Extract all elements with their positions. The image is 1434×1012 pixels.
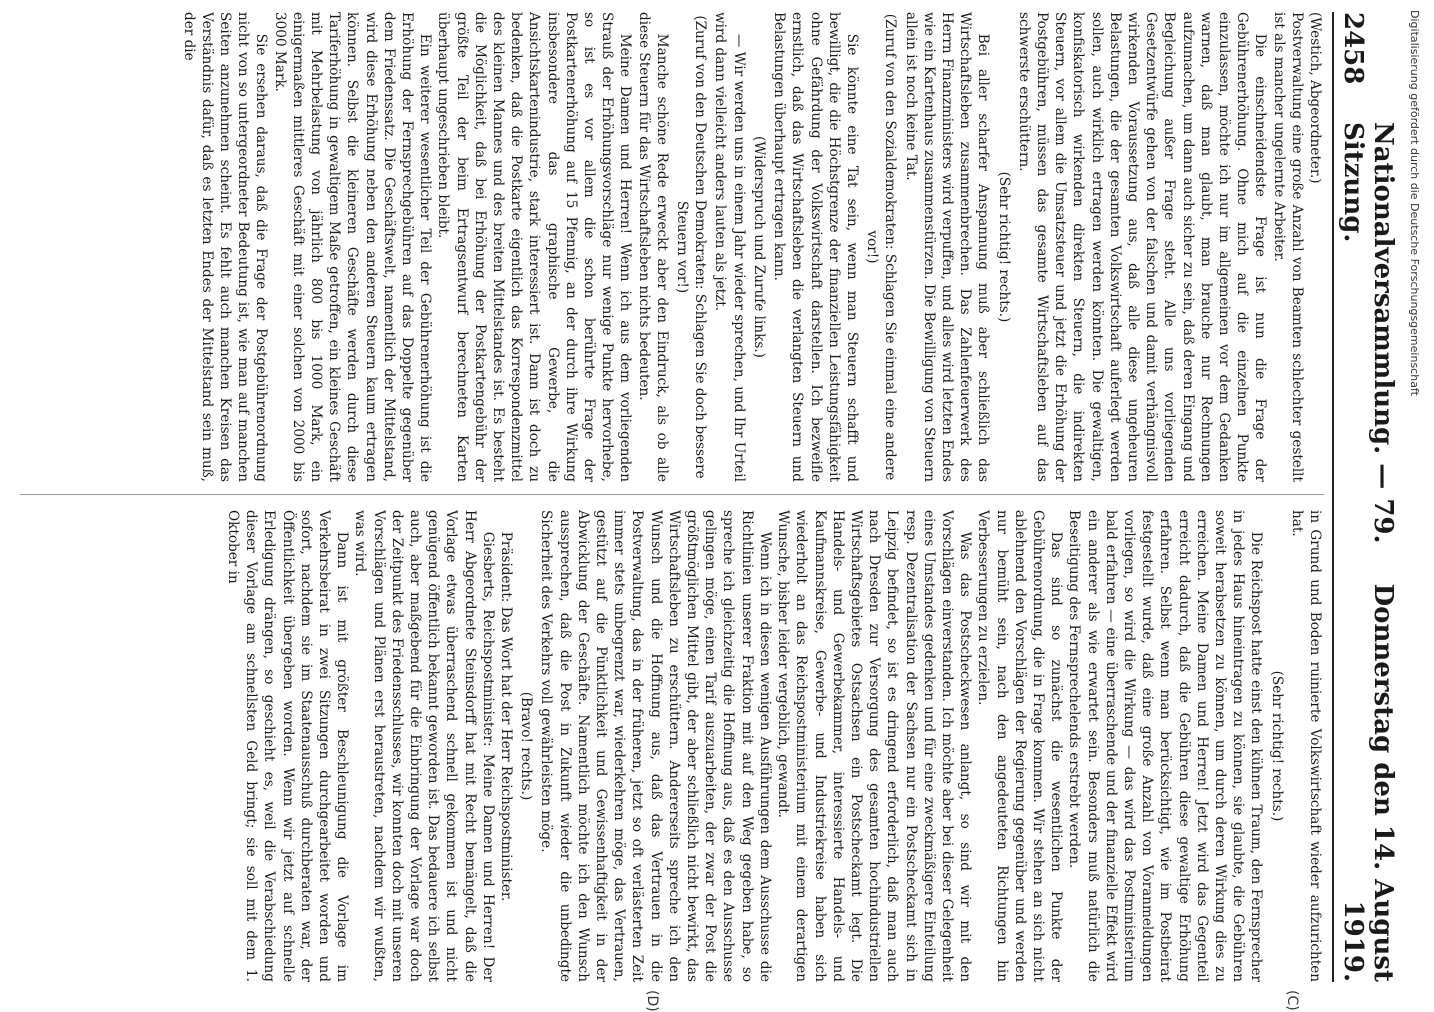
right-column xyxy=(20,510,1324,982)
left-column xyxy=(20,12,1324,482)
margin-marker-d: (D) xyxy=(644,990,660,1012)
paragraph: Meine Damen und Herren! Wenn ich aus dem vorliegenden Strauß der Erhöhungsvorschläge nur wenige Punkte hervorhebe, so ist es vor allem die schon berührte Frage der Postkartenerhöhung auf 15 Pfennig, an der durch ihre Wirkung insbesondere das graphische Gewerbe, die Ansichtskartenindustrie, stark interessiert ist. Dann ist doch zu bedenken, daß die Postkarte eigentlich das Korrespondenzmittel des kleinen Mannes und des breiten Mittelstandes ist. Es besteht die Möglichkeit, daß bei Erhöhung der Postkartengebühr der größte Teil der beim Ertragsentwurf berechneten Karten überhaupt ungeschrieben bleibt. xyxy=(435,12,634,482)
paragraph: Ein weiterer wesentlicher Teil der Gebührenerhöhung ist die Erhöhung der Fernsprechgebühren auf das Doppelte gegenüber dem Friedenssatz. Die Geschäftswelt, namentlich der Mittelstand, wird diese Erhöhung neben den anderen Steuern kaum ertragen können. Selbst die kleineren Geschäfte werden durch diese Tariferhöhung in gewaltigem Maße getroffen, ein kleines Geschäft mit Mehrbelastung von jährlich 800 bis 1000 Mark, ein einigermaßen mittleres Geschäft mit einer solchen von 2000 bis 3000 Mark. xyxy=(271,12,434,482)
interjection: (Sehr richtig! rechts.) xyxy=(995,171,1012,323)
interjection: (Bravo! rechts.) xyxy=(518,691,535,801)
paragraph: Sie ersehen daraus, daß die Frage der Postgebührenordnung nicht von so untergeordneter Bedeutung ist, wie man auf manchen Seiten anzunehmen scheint. Es fehlt auch manchen Kreisen das Verständnis dafür, daß es letzten Endes der Mittelstand sein muß, der die xyxy=(180,12,270,482)
paragraph: Wenn ich in diesen wenigen Ausführungen dem Ausschusse die Richtlinien unserer Fraktion mit auf den Weg gegeben habe, so spreche ich gleichzeitig die Hoffnung aus, daß es den Ausschusse gelingen möge, einen Tarif auszuarbeiten, der zwar der Post die größtmöglichen Mittel gibt, der aber schließlich nicht bewirkt, das Wirtschaftsleben zu erschüttern. Andererseits spreche ich den Wunsch und die Hoffnung aus, daß das Vertrauen in die Postverwaltung, das in der früheren, jetzt so oft verlästerten Zeit immer stets unbegrenzt war, wiederkehren möge, das Vertrauen, gestützt auf die Pünktlichkeit und Gewissenhaftigkeit in der Abwicklung der Geschäfte. Namentlich möchte ich den Wunsch aussprechen, daß die Post in Zukunft wieder die unbedingte Sicherheit des Verkehrs voll gewährleisten möge. xyxy=(538,510,773,982)
column-divider xyxy=(20,494,1324,495)
paragraph: Dann ist mit größter Beschleunigung die Vorlage im Verkehrsbeirat in zwei Sitzungen durchgearbeitet worden und sofort, nachdem sie im Staatenausschuß durchberaten war, der Öffentlichkeit übergeben worden. Wenn wir jetzt auf schnelle Erledigung drängen, so geschieht es, weil die Verabschiedung dieser Vorlage am schnellsten Geld bringt; sie soll mit dem 1. Oktober in xyxy=(225,510,351,982)
paragraph: in Grund und Boden ruinierte Volkswirtschaft wieder aufzurichten hat. xyxy=(1288,510,1323,982)
paragraph: Postverwaltung eine große Anzahl von Beamten schlechter gestellt ist als mancher ungelernte Arbeiter. xyxy=(1270,12,1305,482)
paragraph: Das sind so zunächst die wesentlichen Punkte der Gebührenordnung, die in Frage kommen. Wir stehen an sich nicht ablehnend den Vorschlägen der Regierung gegenüber und werden nur bemüht sein, nach den angedeuteten Richtungen hin Verbesserungen zu erzielen. xyxy=(975,510,1065,982)
interjection: (Widerspruch und Zurufe links.) xyxy=(750,136,767,358)
paragraph: — Wir werden uns in einem Jahr wieder sprechen, und Ihr Urteil wird dann vielleicht anders lauten als jetzt. xyxy=(712,12,747,482)
paragraph: Manche schöne Rede erweckt aber den Eindruck, als ob alle diese Steuern für das Wirtschaftsleben nichts bedeuten. xyxy=(635,12,670,482)
paragraph: Sie könnte eine Tat sein, wenn man Steuern schafft und bewilligt, die die Höchstgrenze der finanziellen Leistungsfähigkeit ohne Gefährdung der Volkswirtschaft darstellen. Ich bezweifle ernstlich, daß das Wirtschaftsleben die verlangten Steuern und Belastungen überhaupt ertragen kann. xyxy=(771,12,860,482)
paragraph: Präsident: Das Wort hat der Herr Reichspostminister. xyxy=(498,531,515,902)
header-left: Nationalversammlung. — 79. Sitzung. xyxy=(1338,122,1398,544)
margin-marker-c: (C) xyxy=(1284,990,1300,1011)
running-header xyxy=(1332,12,1398,982)
paragraph: (Westich, Abgeordneter.) xyxy=(1307,12,1323,184)
paragraph: Giesberts, Reichspostminister: Meine Damen und Herren! Der Herr Abgeordnete Steinsdorff hat mit Recht bemängelt, daß die Vorlage etwas überraschend schnell gekommen ist und nicht genügend öffentlich bekannt geworden ist. Das bedauere ich selbst auch, aber maßgebend für die Einbringung der Vorlage war doch der Zeitpunkt des Friedensschlusses, wir konnten doch mit unseren Vorschlägen und Plänen erst heraustreten, nachdem wir wußten, was wird. xyxy=(352,510,496,982)
paragraph: Bei aller scharfer Anspannung muß aber schließlich das Wirtschaftsleben zusammenbrechen. Das Zahlenfeuerwerk des Herrn Finanzministers wird verpuffen, und alles wird letzten Endes wie ein Kartenhaus zusammenstürzen. Die Bewilligung von Steuern allein ist noch keine Tat. xyxy=(902,12,992,482)
digitization-credit xyxy=(1400,10,1428,970)
interjection: (Sehr richtig! rechts.) xyxy=(1268,670,1285,822)
interjection: (Zuruf von den Deutschen Demokraten: Schlagen Sie doch bessere Steuern vor!) xyxy=(674,15,709,479)
paragraph: Die Reichspost hatte einst den kühnen Traum, den Fernsprecher in jedes Haus hineintragen zu können, sie glaubte, die Gebühren soweit herabsetzen zu können, um durch deren Wirkung dies zu erreichen. Meine Damen und Herren! Jetzt wird das Gegenteil erreicht dadurch, daß die Gebühren diese gewaltige Erhöhung erfahren. Selbst wenn man berücksichtigt, wie im Postbeirat festgestellt wurde, daß eine große Anzahl von Voranmeldungen vorliegen, so wird die Wirkung — das wird das Postministerium bald erfahren — eine überraschende und der finanzielle Effekt wird ein anderer als wie erwartet sein. Besonders muß natürlich die Beseitigung des Fernsprechelends erstrebt werden. xyxy=(1066,510,1265,982)
interjection: (Zuruf von den Sozialdemokraten: Schlagen Sie einmal eine andere vor!) xyxy=(864,13,899,481)
paragraph: Die einschneidendste Frage ist nun die Frage der Gebührenerhöhung. Ohne mich auf die einzelnen Punkte einzulassen, möchte ich nur im allgemeinen vor dem Gedanken warnen, daß man glaubt, man brauche nur Rechnungen aufzumachen, um dann auch sicher zu sein, daß deren Eingang und Begleichung außer Frage steht. Alle uns vorliegenden Gesetzentwürfe gehen von der falschen und damit verhängnisvoll wirkenden Voraussetzung aus, daß alle diese ungeheuren Belastungen, die der gesamten Volkswirtschaft auferlegt werden sollen, auch wirklich ertragen werden könnten. Die gewaltigen, konfiskatorisch wirkenden direkten Steuern, die indirekten Steuern, vor allem die Umsatzsteuer und jetzt die Erhöhung der Postgebühren, müssen das gesamte Wirtschaftsleben auf das schwerste erschüttern. xyxy=(1015,12,1269,482)
scanned-page xyxy=(20,12,1398,1012)
header-right: Donnerstag den 14. August 1919. xyxy=(1338,583,1398,982)
paragraph: Was das Postscheckwesen anlangt, so sind wir mit den Vorschlägen einverstanden. Ich möchte aber bei dieser Gelegenheit eines Umstandes gedenken und für eine zweckmäßigere Einteilung resp. Dezentralisation der Sachsen nur ein Postscheckamt sich in Leipzig befindet, so ist es dringend erforderlich, daß man auch nach Dresden zur Versorgung des gesamten hochindustriellen Wirtschaftsgebietes Ostsachsen ein Postscheckamt legt. Die Handels- und Gewerbekammer, interessierte Handels- und Kaufmannskreise, Gewerbe- und Industriekreise haben sich wiederholt an das Reichspostministerium mit einem derartigen Wunsche, bisher leider vergeblich, gewandt. xyxy=(775,510,974,982)
page-number: 2458 xyxy=(1338,12,1368,85)
credit-text: Digitalisierung gefördert durch die Deutsche Forschungsgemeinschaft xyxy=(1408,10,1421,396)
